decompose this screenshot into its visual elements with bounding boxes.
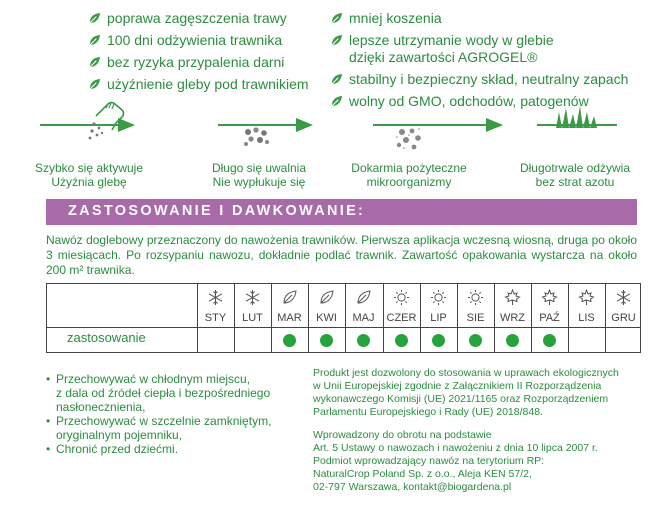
month-label: LIP bbox=[430, 312, 447, 324]
month-column bbox=[308, 284, 345, 352]
leaf-bullet-icon bbox=[330, 34, 343, 47]
benefits-section bbox=[0, 10, 649, 110]
month-label: MAJ bbox=[352, 312, 375, 324]
section-header-band bbox=[46, 199, 637, 225]
application-dot bbox=[432, 334, 445, 347]
legal-paragraph: Wprowadzony do obrotu na podstawie Art. 5 Ustawy o nawozach i nawożeniu z dnia 10 lipca 2007 r. Podmiot wprowadzający nawóz na terytorium RP: NaturalCrop Poland Sp. z o.o., Aleja KEN 57/2, 02-797 Warszawa, kontakt@biogardena.pl bbox=[313, 429, 598, 493]
month-column bbox=[420, 284, 457, 352]
month-label: GRU bbox=[611, 312, 636, 324]
storage-instructions bbox=[46, 372, 296, 456]
process-caption: Dokarmia pożyteczne mikroorganizmy bbox=[351, 161, 467, 189]
maple-leaf-icon bbox=[541, 289, 558, 306]
application-dot bbox=[469, 334, 482, 347]
process-caption: Długotrwale odżywia bez strat azotu bbox=[519, 161, 631, 189]
benefit-text: poprawa zagęszczenia trawy bbox=[107, 10, 287, 26]
benefit-item bbox=[88, 10, 309, 27]
leaf-bullet-icon bbox=[330, 12, 343, 25]
benefits-left-column bbox=[88, 10, 309, 98]
benefit-item bbox=[88, 54, 309, 71]
month-column bbox=[605, 284, 642, 352]
grass-icon bbox=[551, 104, 601, 132]
month-column bbox=[345, 284, 382, 352]
snowflake-icon bbox=[244, 289, 261, 306]
application-dot bbox=[357, 334, 370, 347]
benefit-item bbox=[88, 32, 309, 49]
leaf-bullet-icon bbox=[88, 34, 101, 47]
section-title: ZASTOSOWANIE I DAWKOWANIE: bbox=[68, 203, 366, 219]
legal-paragraph: Produkt jest dozwolony do stosowania w uprawach ekologicznych w Unii Europejskiej zgodnie z Załącznikiem II Rozporządzenia wykonawczego Komisji (UE) 2021/1165 oraz Rozporządzeniem Parlamentu Europejskiego i Rady (UE) 2018/848. bbox=[313, 367, 619, 418]
benefit-item bbox=[88, 76, 309, 93]
month-column bbox=[197, 284, 234, 352]
benefit-text: użyźnienie gleby pod trawnikiem bbox=[107, 76, 309, 92]
leaf-bullet-icon bbox=[330, 95, 343, 108]
maple-leaf-icon bbox=[504, 289, 521, 306]
usage-instructions: Nawóz doglebowy przeznaczony do nawożenia trawników. Pierwsza aplikacja wczesną wiosną, druga po około 3 miesiącach. Po rozsypaniu nawozu, dokładnie podlać trawnik. Zawartość opakowania wystarcza na około 200 m² trawnika. bbox=[46, 233, 637, 277]
benefit-text: stabilny i bezpieczny skład, neutralny zapach bbox=[349, 71, 629, 87]
month-label: KWI bbox=[316, 312, 337, 324]
benefit-item bbox=[330, 71, 628, 88]
month-column bbox=[383, 284, 420, 352]
month-column bbox=[568, 284, 605, 352]
month-column bbox=[271, 284, 308, 352]
application-dot bbox=[543, 334, 556, 347]
sun-icon bbox=[393, 289, 410, 306]
month-column bbox=[234, 284, 271, 352]
leaf-bullet-icon bbox=[88, 12, 101, 25]
benefit-text: wolny od GMO, odchodów, patogenów bbox=[349, 93, 589, 109]
month-column bbox=[494, 284, 531, 352]
leaf-icon bbox=[281, 289, 298, 306]
maple-leaf-icon bbox=[578, 289, 595, 306]
hand-sprinkling-icon bbox=[82, 96, 132, 146]
benefit-text: 100 dni odżywienia trawnika bbox=[107, 32, 283, 48]
application-dot bbox=[506, 334, 519, 347]
benefits-right-column bbox=[330, 10, 628, 115]
process-caption: Szybko się aktywuje Użyźnia glebę bbox=[34, 161, 144, 189]
storage-item: • Chronić przed dziećmi. bbox=[46, 442, 296, 456]
process-caption: Długo się uwalnia Nie wypłukuje się bbox=[211, 161, 307, 189]
month-label: WRZ bbox=[499, 312, 526, 324]
snowflake-icon bbox=[207, 289, 224, 306]
granules-icon bbox=[242, 126, 270, 148]
leaf-bullet-icon bbox=[330, 73, 343, 86]
month-label: STY bbox=[204, 312, 227, 324]
application-dot bbox=[395, 334, 408, 347]
calendar-row-label: zastosowanie bbox=[67, 330, 146, 345]
process-arrow bbox=[373, 116, 503, 134]
application-calendar-table bbox=[46, 283, 641, 353]
leaf-icon bbox=[318, 289, 335, 306]
sun-icon bbox=[430, 289, 447, 306]
benefit-item bbox=[330, 32, 628, 66]
sun-icon bbox=[467, 289, 484, 306]
application-dot bbox=[320, 334, 333, 347]
month-column bbox=[531, 284, 568, 352]
benefit-text: bez ryzyka przypalenia darni bbox=[107, 54, 285, 70]
storage-item: • Przechowywać w chłodnym miejscu, z dala od źródeł ciepła i bezpośredniego nasłonecznienia, bbox=[46, 372, 296, 414]
microorganisms-icon bbox=[395, 126, 423, 152]
legal-notice bbox=[313, 367, 643, 504]
leaf-icon bbox=[355, 289, 372, 306]
application-dot bbox=[283, 334, 296, 347]
month-label: LIS bbox=[578, 312, 595, 324]
month-label: PAŹ bbox=[539, 312, 560, 324]
leaf-bullet-icon bbox=[88, 56, 101, 69]
benefit-text: lepsze utrzymanie wody w glebie dzięki zawartości AGROGEL® bbox=[349, 32, 554, 65]
month-label: MAR bbox=[277, 312, 302, 324]
month-label: SIE bbox=[466, 312, 485, 324]
benefit-text: mniej koszenia bbox=[349, 10, 442, 26]
month-label: LUT bbox=[242, 312, 263, 324]
month-column bbox=[457, 284, 494, 352]
snowflake-icon bbox=[615, 289, 632, 306]
storage-item: • Przechowywać w szczelnie zamkniętym, oryginalnym pojemniku, bbox=[46, 414, 296, 442]
month-label: CZER bbox=[386, 312, 417, 324]
benefit-item bbox=[330, 10, 628, 27]
leaf-bullet-icon bbox=[88, 78, 101, 91]
